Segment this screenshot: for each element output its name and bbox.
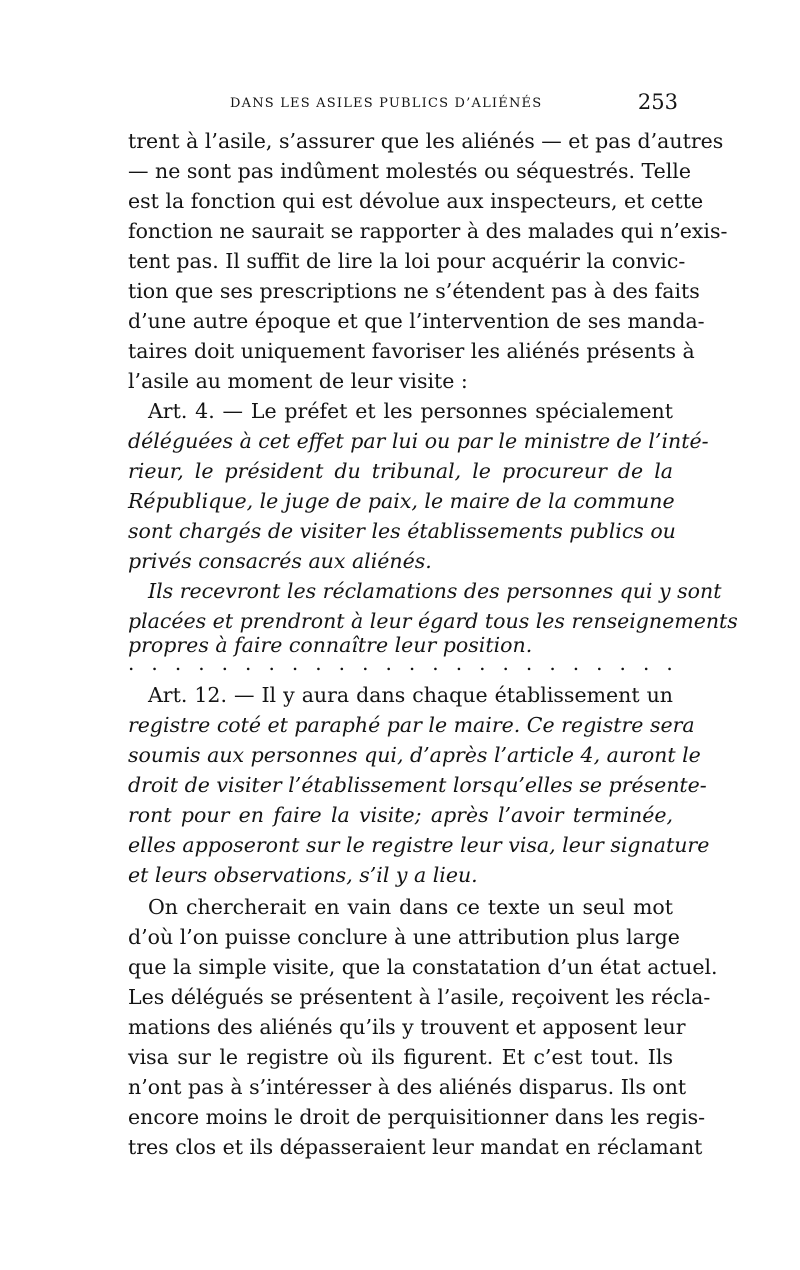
article-4-line: Art. 4. — Le préfet et les personnes spécialement [148, 399, 673, 423]
ellipsis-row: . . . . . . . . . . . . . . . . . . . . . . . . [128, 651, 673, 675]
text-line: est la fonction qui est dévolue aux inspecteurs, et cette [128, 189, 704, 213]
text-line: d’une autre époque et que l’intervention de ses manda- [128, 309, 705, 333]
article-4-line: privés consacrés aux aliénés. [128, 549, 432, 573]
text-line: tres clos et ils dépasseraient leur mandat en réclamant [128, 1135, 703, 1159]
article-4-line: rieur, le président du tribunal, le procureur de la [128, 459, 673, 483]
text-line: tent pas. Il suffit de lire la loi pour acquérir la convic- [128, 249, 686, 273]
text-line: Les délégués se présentent à l’asile, reçoivent les récla- [128, 985, 711, 1009]
text-line: — ne sont pas indûment molestés ou séquestrés. Telle [128, 159, 691, 183]
text-line: trent à l’asile, s’assurer que les aliénés — et pas d’autres [128, 129, 724, 153]
text-line: mations des aliénés qu’ils y trouvent et apposent leur [128, 1015, 686, 1039]
article-4-line: Ils recevront les réclamations des personnes qui y sont [148, 579, 722, 603]
page-number: 253 [637, 90, 678, 114]
text-line: encore moins le droit de perquisitionner dans les regis- [128, 1105, 706, 1129]
article-12-line: elles apposeront sur le registre leur visa, leur signature [128, 833, 710, 857]
text-line: d’où l’on puisse conclure à une attribution plus large [128, 925, 680, 949]
running-head: DANS LES ASILES PUBLICS D’ALIÉNÉS [230, 96, 543, 111]
article-4-line: sont chargés de visiter les établissements publics ou [128, 519, 676, 543]
article-4-line: propres à faire connaître leur position. [128, 633, 533, 657]
text-line: fonction ne saurait se rapporter à des malades qui n’exis- [128, 219, 728, 243]
article-12-line: ront pour en faire la visite; après l’avoir terminée, [128, 803, 673, 827]
article-12-line: Art. 12. — Il y aura dans chaque établissement un [148, 683, 673, 707]
text-line: l’asile au moment de leur visite : [128, 369, 468, 393]
text-line: taires doit uniquement favoriser les aliénés présents à [128, 339, 695, 363]
article-12-line: soumis aux personnes qui, d’après l’article 4, auront le [128, 743, 701, 767]
article-12-line: droit de visiter l’établissement lorsqu’elles se présente- [128, 773, 707, 797]
text-line: visa sur le registre où ils figurent. Et c’est tout. Ils [128, 1045, 673, 1069]
article-4-line: République, le juge de paix, le maire de la commune [128, 489, 675, 513]
text-line: n’ont pas à s’intéresser à des aliénés disparus. Ils ont [128, 1075, 687, 1099]
text-line: On chercherait en vain dans ce texte un seul mot [148, 895, 673, 919]
article-4-line: placées et prendront à leur égard tous les renseignements [128, 609, 738, 633]
article-12-line: et leurs observations, s’il y a lieu. [128, 863, 478, 887]
page-header [128, 90, 678, 120]
text-line: tion que ses prescriptions ne s’étendent pas à des faits [128, 279, 700, 303]
article-12-line: registre coté et paraphé par le maire. Ce registre sera [128, 713, 695, 737]
text-line: que la simple visite, que la constatation d’un état actuel. [128, 955, 718, 979]
article-4-line: déléguées à cet effet par lui ou par le ministre de l’inté- [128, 429, 709, 453]
